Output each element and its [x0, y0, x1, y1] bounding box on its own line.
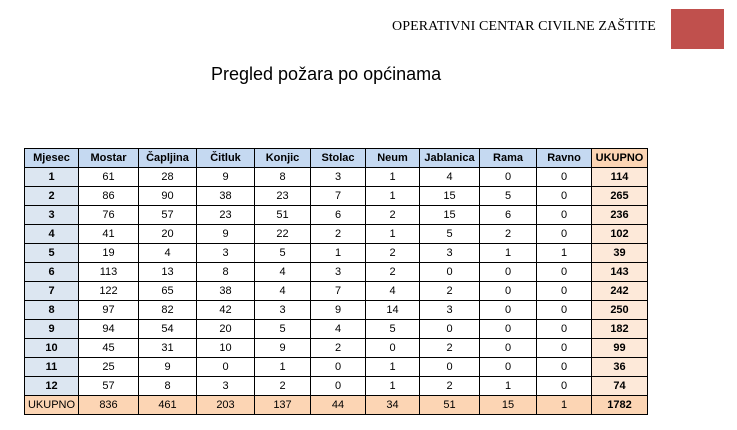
month-cell: 11	[25, 358, 79, 377]
table-cell: 0	[537, 263, 592, 282]
table-cell: 0	[420, 320, 480, 339]
month-cell: 12	[25, 377, 79, 396]
table-cell: 1	[255, 358, 311, 377]
table-cell: 28	[139, 168, 197, 187]
table-row	[25, 206, 648, 225]
table-cell: 1	[366, 377, 420, 396]
footer-label: UKUPNO	[25, 396, 79, 415]
table-cell: 0	[537, 225, 592, 244]
table-cell: 6	[311, 206, 366, 225]
table-cell: 0	[420, 358, 480, 377]
column-header: Mjesec	[25, 149, 79, 168]
footer-grand-total: 1782	[592, 396, 648, 415]
table-cell: 61	[79, 168, 139, 187]
row-total-cell: 143	[592, 263, 648, 282]
table-cell: 0	[537, 320, 592, 339]
table-cell: 41	[79, 225, 139, 244]
table-cell: 9	[197, 168, 255, 187]
table-row	[25, 187, 648, 206]
table-cell: 15	[420, 187, 480, 206]
column-header-total: UKUPNO	[592, 149, 648, 168]
table-row	[25, 225, 648, 244]
table-cell: 38	[197, 282, 255, 301]
column-header: Čitluk	[197, 149, 255, 168]
table-cell: 113	[79, 263, 139, 282]
footer-cell: 836	[79, 396, 139, 415]
table-cell: 9	[139, 358, 197, 377]
table-cell: 2	[420, 339, 480, 358]
table-cell: 3	[197, 244, 255, 263]
table-cell: 1	[311, 244, 366, 263]
table-cell: 25	[79, 358, 139, 377]
table-cell: 0	[480, 168, 537, 187]
table-cell: 51	[255, 206, 311, 225]
table-cell: 0	[480, 282, 537, 301]
table-cell: 4	[255, 263, 311, 282]
table-cell: 0	[480, 320, 537, 339]
table-cell: 7	[311, 187, 366, 206]
table-cell: 3	[311, 263, 366, 282]
table-cell: 0	[480, 358, 537, 377]
table-cell: 94	[79, 320, 139, 339]
table-row	[25, 263, 648, 282]
table-cell: 4	[255, 282, 311, 301]
table-cell: 65	[139, 282, 197, 301]
month-cell: 7	[25, 282, 79, 301]
table-cell: 19	[79, 244, 139, 263]
table-cell: 0	[537, 187, 592, 206]
footer-cell: 51	[420, 396, 480, 415]
table-cell: 45	[79, 339, 139, 358]
table-cell: 0	[537, 358, 592, 377]
table-cell: 0	[197, 358, 255, 377]
table-cell: 5	[366, 320, 420, 339]
row-total-cell: 99	[592, 339, 648, 358]
table-cell: 97	[79, 301, 139, 320]
table-cell: 2	[366, 206, 420, 225]
row-total-cell: 250	[592, 301, 648, 320]
row-total-cell: 39	[592, 244, 648, 263]
table-cell: 23	[255, 187, 311, 206]
footer-cell: 137	[255, 396, 311, 415]
row-total-cell: 182	[592, 320, 648, 339]
table-cell: 4	[139, 244, 197, 263]
table-cell: 9	[311, 301, 366, 320]
month-cell: 8	[25, 301, 79, 320]
table-cell: 1	[480, 377, 537, 396]
table-cell: 3	[197, 377, 255, 396]
table-cell: 4	[420, 168, 480, 187]
table-cell: 2	[480, 225, 537, 244]
table-cell: 76	[79, 206, 139, 225]
table-cell: 0	[480, 263, 537, 282]
table-cell: 1	[366, 187, 420, 206]
table-cell: 2	[366, 244, 420, 263]
table-row	[25, 377, 648, 396]
table-cell: 1	[480, 244, 537, 263]
table-cell: 20	[139, 225, 197, 244]
table-cell: 2	[420, 377, 480, 396]
column-header: Stolac	[311, 149, 366, 168]
table-cell: 0	[537, 339, 592, 358]
table-cell: 3	[420, 244, 480, 263]
table-cell: 82	[139, 301, 197, 320]
table-cell: 0	[537, 301, 592, 320]
column-header: Neum	[366, 149, 420, 168]
table-cell: 0	[537, 206, 592, 225]
table-cell: 8	[197, 263, 255, 282]
column-header: Rama	[480, 149, 537, 168]
footer-cell: 44	[311, 396, 366, 415]
table-cell: 14	[366, 301, 420, 320]
month-cell: 10	[25, 339, 79, 358]
table-cell: 10	[197, 339, 255, 358]
column-header: Mostar	[79, 149, 139, 168]
table-cell: 6	[480, 206, 537, 225]
table-cell: 3	[420, 301, 480, 320]
footer-cell: 461	[139, 396, 197, 415]
table-cell: 9	[197, 225, 255, 244]
table-row	[25, 301, 648, 320]
month-cell: 9	[25, 320, 79, 339]
table-cell: 4	[366, 282, 420, 301]
table-cell: 20	[197, 320, 255, 339]
table-row	[25, 320, 648, 339]
table-cell: 86	[79, 187, 139, 206]
column-header: Ravno	[537, 149, 592, 168]
column-header: Jablanica	[420, 149, 480, 168]
month-cell: 4	[25, 225, 79, 244]
footer-cell: 15	[480, 396, 537, 415]
table-cell: 122	[79, 282, 139, 301]
table-row	[25, 358, 648, 377]
table-cell: 9	[255, 339, 311, 358]
table-cell: 0	[311, 358, 366, 377]
table-cell: 5	[480, 187, 537, 206]
table-cell: 5	[255, 244, 311, 263]
table-cell: 0	[537, 168, 592, 187]
month-cell: 5	[25, 244, 79, 263]
table-cell: 23	[197, 206, 255, 225]
table-cell: 3	[311, 168, 366, 187]
month-cell: 3	[25, 206, 79, 225]
table-cell: 57	[79, 377, 139, 396]
table-cell: 15	[420, 206, 480, 225]
page-title: Pregled požara po općinama	[211, 64, 442, 84]
table-row	[25, 282, 648, 301]
table-cell: 42	[197, 301, 255, 320]
organization-title: OPERATIVNI CENTAR CIVILNE ZAŠTITE	[392, 19, 656, 34]
table-row	[25, 244, 648, 263]
table-cell: 2	[311, 339, 366, 358]
table-cell: 13	[139, 263, 197, 282]
row-total-cell: 36	[592, 358, 648, 377]
table-cell: 38	[197, 187, 255, 206]
table-cell: 2	[366, 263, 420, 282]
table-cell: 8	[139, 377, 197, 396]
table-row	[25, 168, 648, 187]
table-cell: 0	[480, 339, 537, 358]
table-cell: 0	[537, 282, 592, 301]
table-cell: 54	[139, 320, 197, 339]
row-total-cell: 102	[592, 225, 648, 244]
row-total-cell: 236	[592, 206, 648, 225]
table-cell: 1	[366, 225, 420, 244]
table-cell: 90	[139, 187, 197, 206]
month-cell: 6	[25, 263, 79, 282]
table-cell: 7	[311, 282, 366, 301]
fires-table	[24, 148, 648, 415]
table-cell: 0	[311, 377, 366, 396]
table-cell: 2	[311, 225, 366, 244]
table-cell: 57	[139, 206, 197, 225]
table-cell: 2	[420, 282, 480, 301]
month-cell: 1	[25, 168, 79, 187]
table-cell: 31	[139, 339, 197, 358]
table-cell: 5	[255, 320, 311, 339]
table-cell: 2	[255, 377, 311, 396]
table-header-row	[25, 149, 648, 168]
table-cell: 3	[255, 301, 311, 320]
column-header: Konjic	[255, 149, 311, 168]
footer-cell: 1	[537, 396, 592, 415]
row-total-cell: 242	[592, 282, 648, 301]
footer-cell: 34	[366, 396, 420, 415]
table-cell: 1	[366, 358, 420, 377]
month-cell: 2	[25, 187, 79, 206]
column-header: Čapljina	[139, 149, 197, 168]
table-cell: 0	[537, 377, 592, 396]
logo-block	[671, 9, 724, 49]
table-cell: 1	[366, 168, 420, 187]
table-footer-row	[25, 396, 648, 415]
table-row	[25, 339, 648, 358]
footer-cell: 203	[197, 396, 255, 415]
table-body	[25, 168, 648, 396]
table-cell: 0	[366, 339, 420, 358]
table-cell: 8	[255, 168, 311, 187]
table-cell: 22	[255, 225, 311, 244]
table-cell: 4	[311, 320, 366, 339]
row-total-cell: 114	[592, 168, 648, 187]
row-total-cell: 74	[592, 377, 648, 396]
table-cell: 5	[420, 225, 480, 244]
table-cell: 1	[537, 244, 592, 263]
table-cell: 0	[420, 263, 480, 282]
row-total-cell: 265	[592, 187, 648, 206]
table-cell: 0	[480, 301, 537, 320]
